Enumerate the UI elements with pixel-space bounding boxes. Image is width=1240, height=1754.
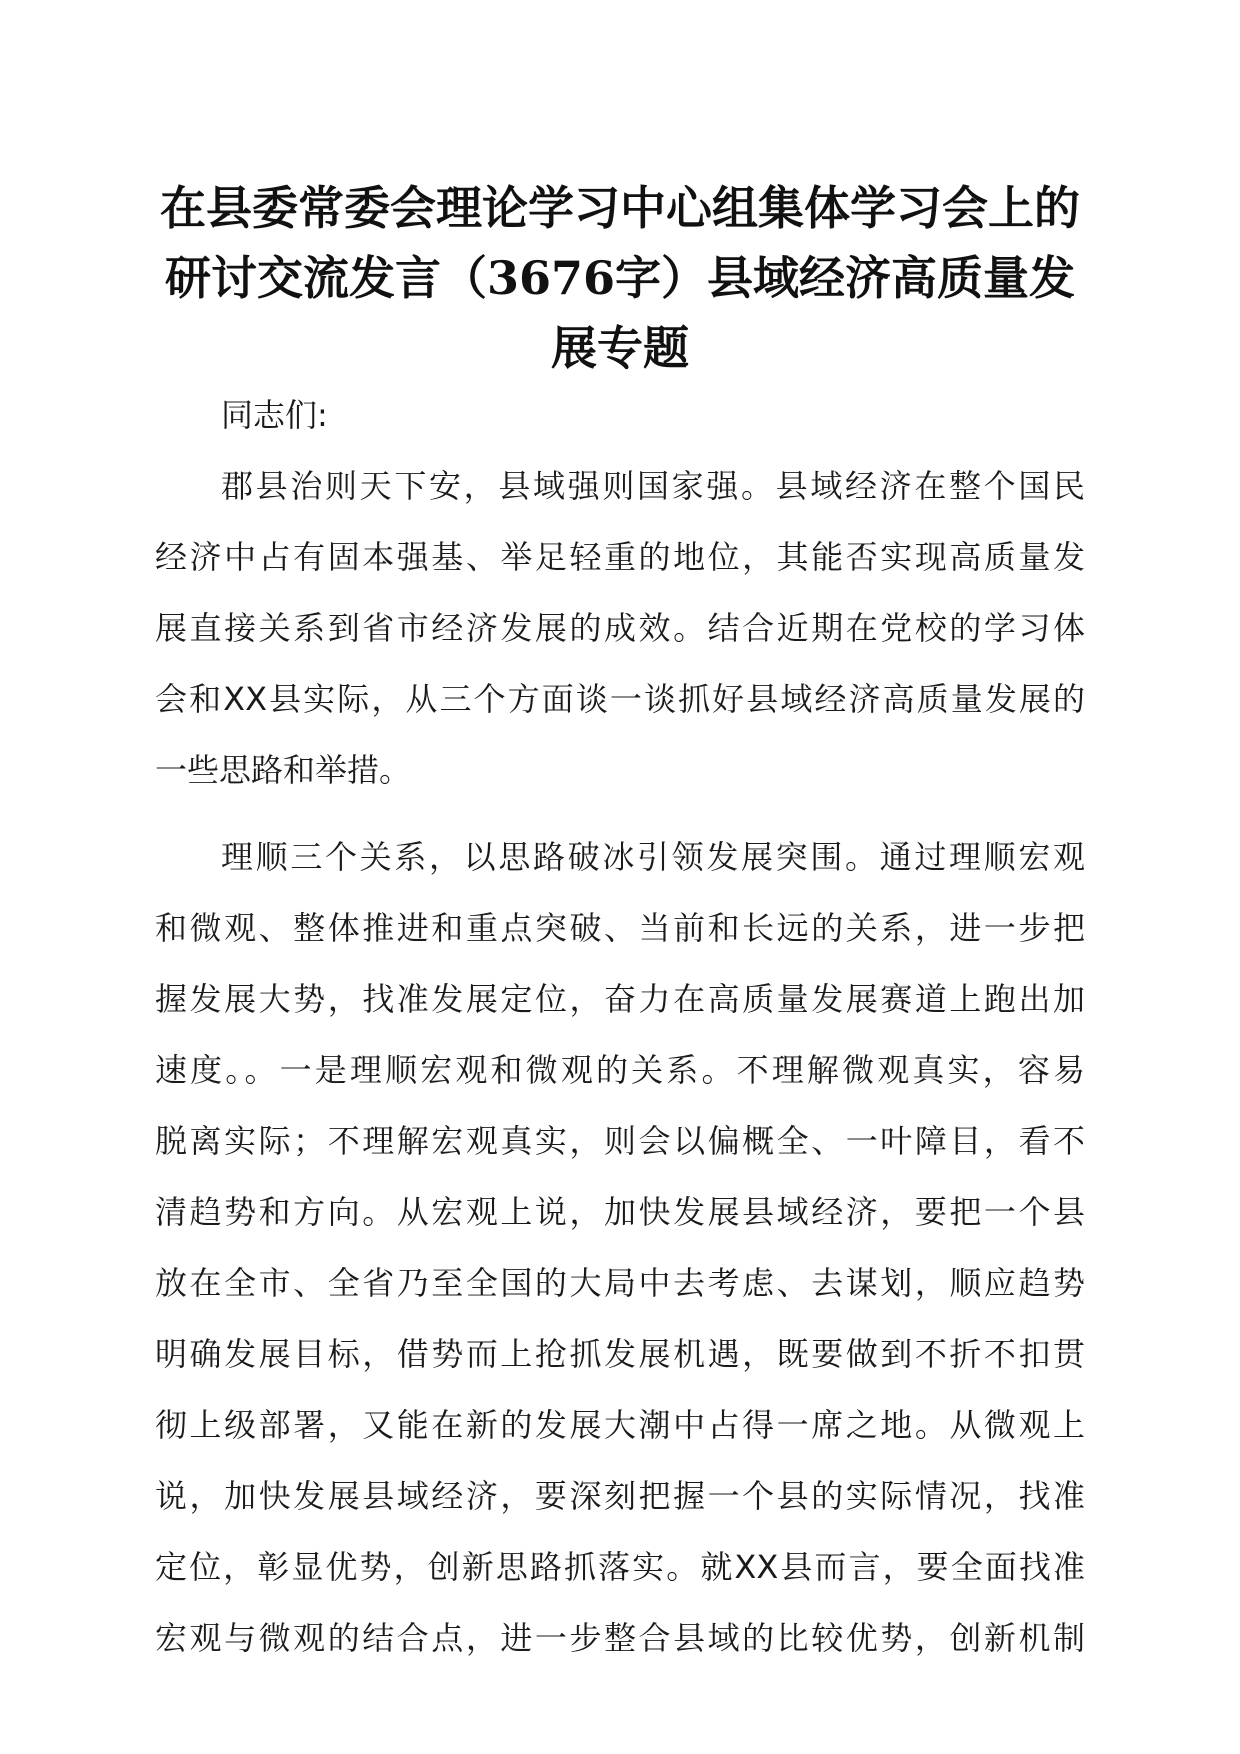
- paragraph-1: [155, 451, 1085, 806]
- text-line: 清趋势和方向。从宏观上说，加快发展县域经济，要把一个县: [155, 1193, 1085, 1231]
- text-line: 说，加快发展县域经济，要深刻把握一个县的实际情况，找准: [155, 1477, 1085, 1515]
- title-line: 展专题: [551, 321, 689, 375]
- text-line: 理顺三个关系，以思路破冰引领发展突围。通过理顺宏观: [221, 838, 1085, 876]
- text-line: 一些思路和举措。: [155, 751, 412, 789]
- text-line: 放在全市、全省乃至全国的大局中去考虑、去谋划，顺应趋势: [155, 1264, 1085, 1302]
- text-line: 宏观与微观的结合点，进一步整合县域的比较优势，创新机制: [155, 1619, 1085, 1657]
- text-line: 脱离实际；不理解宏观真实，则会以偏概全、一叶障目，看不: [155, 1122, 1085, 1160]
- text-line: 定位，彰显优势，创新思路抓落实。就XX县而言，要全面找准: [155, 1548, 1085, 1586]
- title-line: 在县委常委会理论学习中心组集体学习会上的: [160, 181, 1080, 235]
- text-line: 速度。。一是理顺宏观和微观的关系。不理解微观真实，容易: [155, 1051, 1085, 1089]
- text-line: 明确发展目标，借势而上抢抓发展机遇，既要做到不折不扣贯: [155, 1335, 1085, 1373]
- text-line: 展直接关系到省市经济发展的成效。结合近期在党校的学习体: [155, 609, 1085, 647]
- text-line: 经济中占有固本强基、举足轻重的地位，其能否实现高质量发: [155, 538, 1085, 576]
- text-line: 会和XX县实际，从三个方面谈一谈抓好县域经济高质量发展的: [155, 680, 1085, 718]
- document-title: [150, 173, 1090, 383]
- text-line: 握发展大势，找准发展定位，奋力在高质量发展赛道上跑出加: [155, 980, 1085, 1018]
- paragraph-2: [155, 822, 1085, 1674]
- title-line: 研讨交流发言（3676字）县域经济高质量发: [164, 251, 1076, 305]
- text-line: 郡县治则天下安，县域强则国家强。县域经济在整个国民: [221, 467, 1085, 505]
- text-line: 和微观、整体推进和重点突破、当前和长远的关系，进一步把: [155, 909, 1085, 947]
- salutation: 同志们:: [221, 396, 328, 434]
- paragraph-gap: [155, 806, 1085, 822]
- document-body: [155, 380, 1085, 1674]
- text-line: 彻上级部署，又能在新的发展大潮中占得一席之地。从微观上: [155, 1406, 1085, 1444]
